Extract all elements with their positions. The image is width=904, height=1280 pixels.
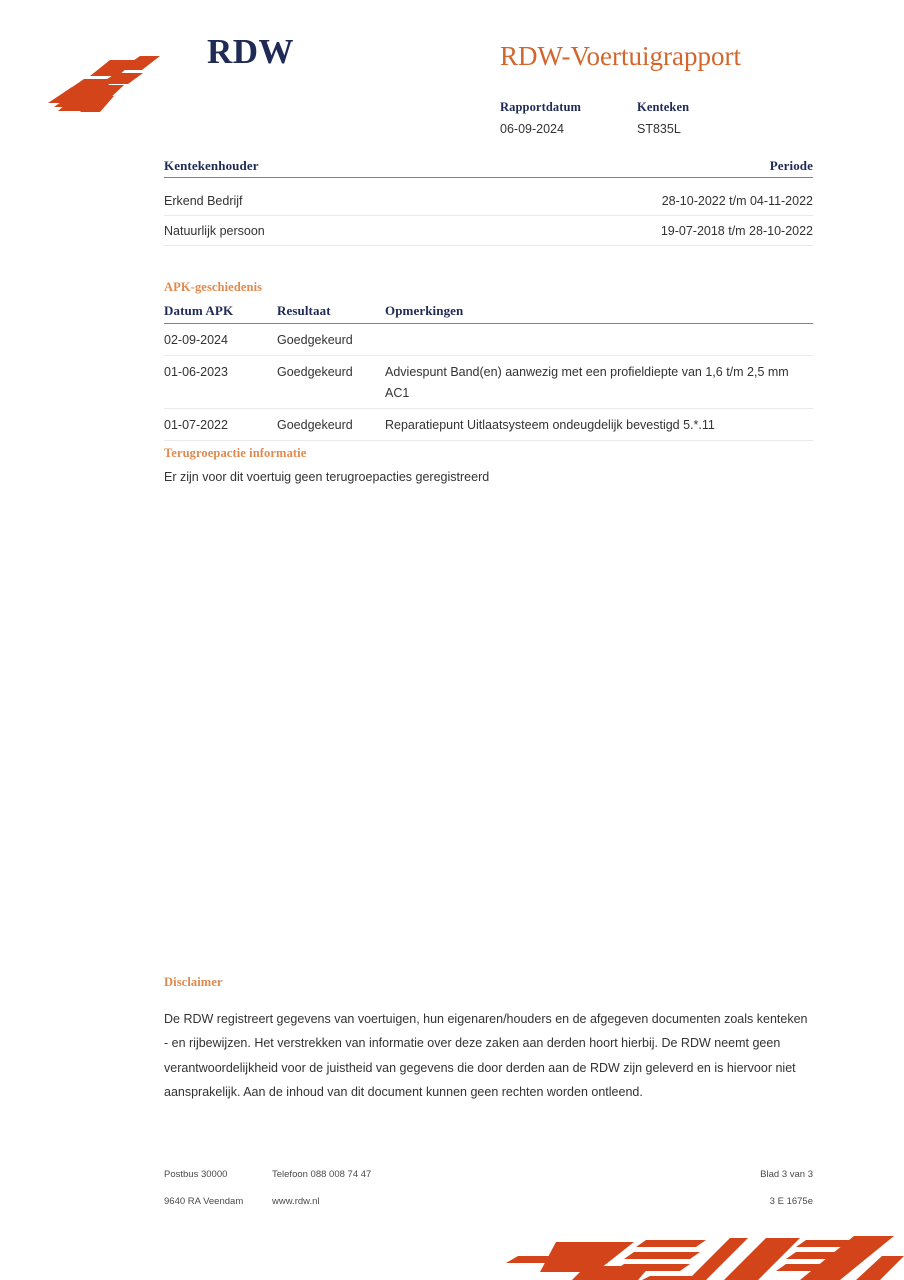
footer-row (164, 1170, 813, 1180)
holder-type: Erkend Bedrijf (164, 194, 243, 208)
kentekenhouder-header-row (164, 158, 813, 178)
cell-opmerkingen: Reparatiepunt Uitlaatsysteem ondeugdelijk bevestigd 5.*.11 (385, 408, 813, 440)
footer-postbus: Postbus 30000 (164, 1169, 228, 1180)
cell-resultaat: Goedgekeurd (277, 324, 385, 356)
footer-city: 9640 RA Veendam (164, 1195, 244, 1207)
cell-opmerkingen: Adviespunt Band(en) aanwezig met een profieldiepte van 1,6 t/m 2,5 mm AC1 (385, 356, 813, 409)
meta-label: Rapportdatum (500, 100, 582, 114)
table-header-row (164, 303, 813, 324)
section-disclaimer (164, 975, 813, 1105)
cell-datum: 01-07-2022 (164, 408, 277, 440)
holder-period: 28-10-2022 t/m 04-11-2022 (661, 194, 813, 208)
page-title: RDW-Voertuigrapport (500, 41, 741, 71)
table-row (164, 356, 813, 409)
column-header-opmerkingen: Opmerkingen (385, 303, 813, 324)
footer-telefoon: Telefoon 088 008 74 47 (272, 1169, 372, 1180)
rdw-wordmark: RDW (207, 32, 295, 71)
table-row (164, 178, 813, 216)
cell-resultaat: Goedgekeurd (277, 356, 385, 409)
footer-website: www.rdw.nl (272, 1195, 320, 1207)
disclaimer-text: De RDW registreert gegevens van voertuigen, hun eigenaren/houders en de afgegeven documenten zoals kenteken - en rijbewijzen. Het verstrekken van informatie over deze zaken aan derden hoort hierbij. De RDW neemt geen verantwoordelijkheid voor de juistheid van gegevens die door derden aan de RDW zijn geleverd en is hiervoor niet aansprakelijk. Aan de inhoud van dit document kunnen geen rechten worden ontleend. (164, 1012, 808, 1100)
report-meta (500, 98, 774, 139)
table-row (164, 408, 813, 440)
periode-heading: Periode (769, 158, 813, 173)
table-row (164, 324, 813, 356)
holder-type: Natuurlijk persoon (164, 224, 265, 239)
page-footer (164, 1170, 813, 1223)
column-header-resultaat: Resultaat (277, 303, 385, 324)
footer-row (164, 1197, 813, 1207)
table-row (164, 216, 813, 246)
kentekenhouder-heading: Kentekenhouder (164, 158, 259, 173)
section-terugroepactie (164, 446, 813, 486)
meta-kenteken (637, 98, 774, 139)
apk-heading: APK-geschiedenis (164, 280, 263, 294)
meta-label: Kenteken (637, 100, 690, 114)
terugroepactie-text: Er zijn voor dit voertuig geen terugroepacties geregistreerd (164, 470, 490, 484)
holder-period: 19-07-2018 t/m 28-10-2022 (660, 224, 813, 239)
rdw-logo-block (44, 34, 464, 120)
footer-form-code: 3 E 1675e (769, 1195, 813, 1207)
meta-value: 06-09-2024 (500, 121, 564, 136)
apk-history-table (164, 303, 813, 441)
rdw-feather-logo-icon (44, 54, 168, 116)
cell-datum: 01-06-2023 (164, 356, 277, 409)
disclaimer-heading: Disclaimer (164, 975, 223, 989)
meta-rapportdatum (500, 98, 637, 139)
section-kentekenhouder (164, 158, 813, 246)
terugroepactie-heading: Terugroepactie informatie (164, 446, 307, 460)
cell-datum: 02-09-2024 (164, 324, 277, 356)
section-apk-geschiedenis (164, 280, 813, 441)
footer-page-number: Blad 3 van 3 (760, 1169, 813, 1180)
cell-resultaat: Goedgekeurd (277, 408, 385, 440)
rdw-stripes-graphic-icon (500, 1222, 904, 1280)
column-header-datum: Datum APK (164, 303, 277, 324)
meta-value: ST835L (637, 121, 681, 136)
cell-opmerkingen (385, 324, 813, 356)
